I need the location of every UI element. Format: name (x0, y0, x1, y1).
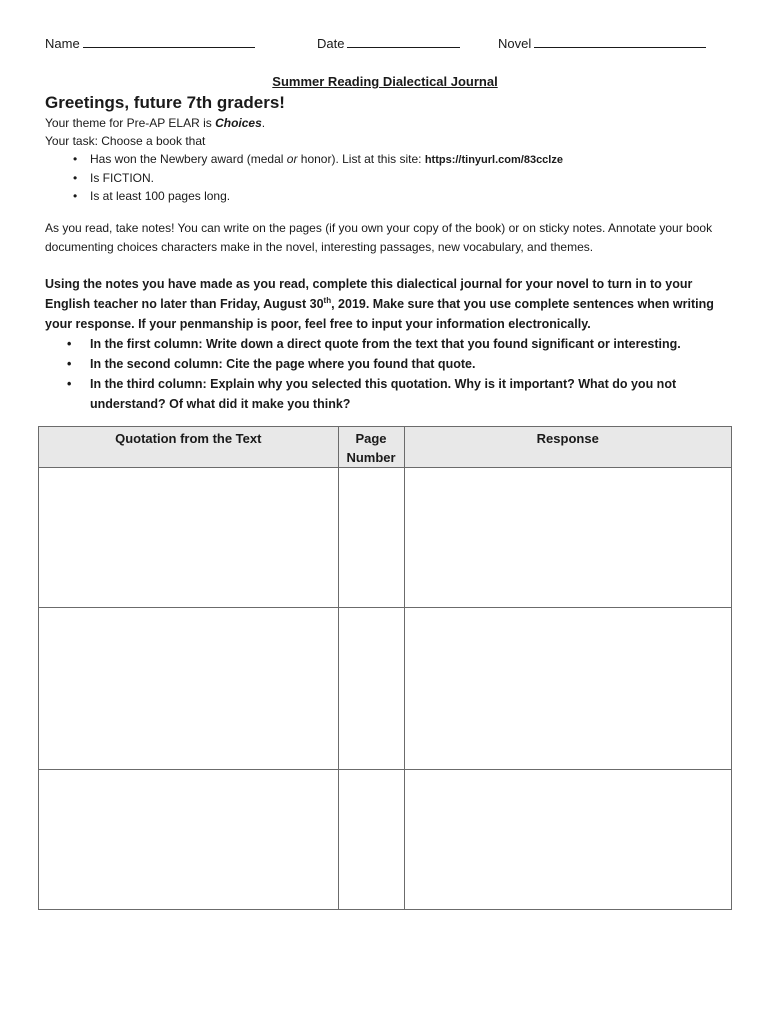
table-header-row (39, 427, 732, 468)
table-row (39, 608, 732, 770)
name-label: Name (45, 36, 80, 51)
name-field[interactable] (45, 36, 255, 51)
header-quotation: Quotation from the Text (39, 427, 339, 468)
theme-word: Choices (215, 116, 262, 130)
list-item: • In the second column: Cite the page where you found that quote. (67, 354, 735, 374)
journal-title: Summer Reading Dialectical Journal (272, 74, 498, 89)
response-cell[interactable] (404, 608, 732, 770)
page-number-cell[interactable] (338, 770, 404, 910)
quotation-cell[interactable] (39, 468, 339, 608)
dialectical-journal-table (38, 426, 732, 910)
page-number-cell[interactable] (338, 468, 404, 608)
table-row (39, 468, 732, 608)
greeting-heading: Greetings, future 7th graders! (45, 93, 285, 112)
task-intro: Your task: Choose a book that (45, 134, 206, 148)
list-item: • Is at least 100 pages long. (73, 187, 735, 205)
date-blank-line[interactable] (347, 36, 460, 48)
response-cell[interactable] (404, 468, 732, 608)
date-label: Date (317, 36, 345, 51)
response-cell[interactable] (404, 770, 732, 910)
newbery-list-link[interactable]: https://tinyurl.com/83cclze (424, 154, 563, 166)
novel-label: Novel (498, 36, 532, 51)
column-instructions-list (67, 334, 735, 414)
instructions-section (45, 274, 735, 414)
list-item: • In the first column: Write down a direct quote from the text that you found significant or interesting. (67, 334, 735, 354)
page-number-cell[interactable] (338, 608, 404, 770)
header-fields (45, 36, 725, 54)
date-field[interactable] (317, 36, 460, 51)
quotation-cell[interactable] (39, 770, 339, 910)
novel-blank-line[interactable] (534, 36, 706, 48)
header-response: Response (404, 427, 732, 468)
table-row (39, 770, 732, 910)
theme-line: Your theme for Pre-AP ELAR is Choices. (45, 116, 266, 130)
list-item: • Has won the Newbery award (medal or honor). List at this site: https://tinyurl.com/83cclze (73, 150, 735, 169)
list-item: • Is FICTION. (73, 169, 735, 187)
intro-section (45, 114, 735, 205)
novel-field[interactable] (498, 36, 706, 51)
quotation-cell[interactable] (39, 608, 339, 770)
task-criteria-list (73, 150, 735, 205)
list-item: • In the third column: Explain why you selected this quotation. Why is it important? What do you not understand? Of what did it make you think? (67, 374, 735, 414)
name-blank-line[interactable] (83, 36, 255, 48)
header-page-number: Page Number (338, 427, 404, 468)
instructions-paragraph: Using the notes you have made as you read, complete this dialectical journal for your novel to turn in to your English teacher no later than Friday, August 30th, 2019. Make sure that you use complete sentences when writing your response. If your penmanship is poor, feel free to input your information electronically. (45, 277, 714, 331)
notes-paragraph: As you read, take notes! You can write on the pages (if you own your copy of the book) or on sticky notes. Annotate your book documenting choices characters make in the novel, interesting passages, new vocabulary, and themes. (45, 221, 713, 254)
